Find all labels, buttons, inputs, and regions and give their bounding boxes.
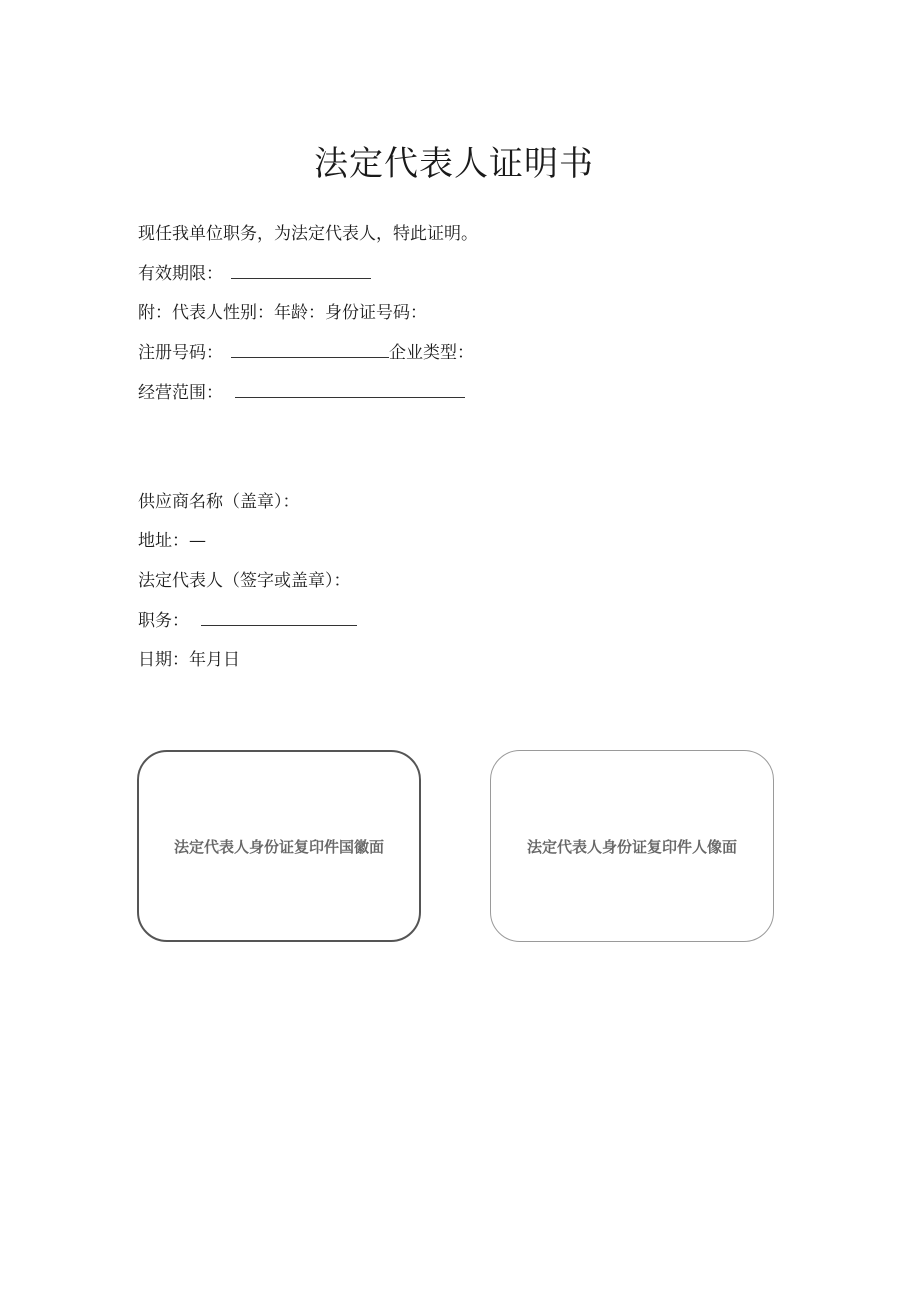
business-scope-label: 经营范围： xyxy=(138,383,223,403)
statement-line xyxy=(138,222,478,246)
position-blank[interactable] xyxy=(201,609,357,626)
registration-line xyxy=(138,341,474,365)
registration-blank[interactable] xyxy=(231,341,389,358)
date-line xyxy=(138,648,240,672)
address-line xyxy=(138,529,206,553)
legal-rep-line xyxy=(138,569,351,593)
supplier-label: 供应商名称（盖章）： xyxy=(138,492,300,512)
validity-line xyxy=(138,262,371,286)
business-scope-line xyxy=(138,381,465,405)
business-scope-blank[interactable] xyxy=(235,381,465,398)
address-label: 地址：— xyxy=(138,531,206,551)
statement-text: 现任我单位职务，为法定代表人，特此证明。 xyxy=(138,224,478,244)
supplier-line xyxy=(138,490,300,514)
position-label: 职务： xyxy=(138,611,189,631)
legal-rep-label: 法定代表人（签字或盖章）： xyxy=(138,571,351,591)
id-card-back-box xyxy=(490,750,774,942)
position-line xyxy=(138,609,357,633)
document-title: 法定代表人证明书 xyxy=(314,144,594,184)
attachment-label: 附：代表人性别：年龄：身份证号码： xyxy=(138,303,427,323)
registration-label: 注册号码： xyxy=(138,343,223,363)
validity-blank[interactable] xyxy=(231,262,371,279)
enterprise-type-label: 企业类型： xyxy=(389,343,474,363)
date-label: 日期：年月日 xyxy=(138,650,240,670)
attachment-line xyxy=(138,301,427,325)
validity-label: 有效期限： xyxy=(138,264,223,284)
id-card-front-label: 法定代表人身份证复印件国徽面 xyxy=(173,837,384,856)
id-card-back-label: 法定代表人身份证复印件人像面 xyxy=(526,837,737,856)
id-card-front-box xyxy=(137,750,421,942)
